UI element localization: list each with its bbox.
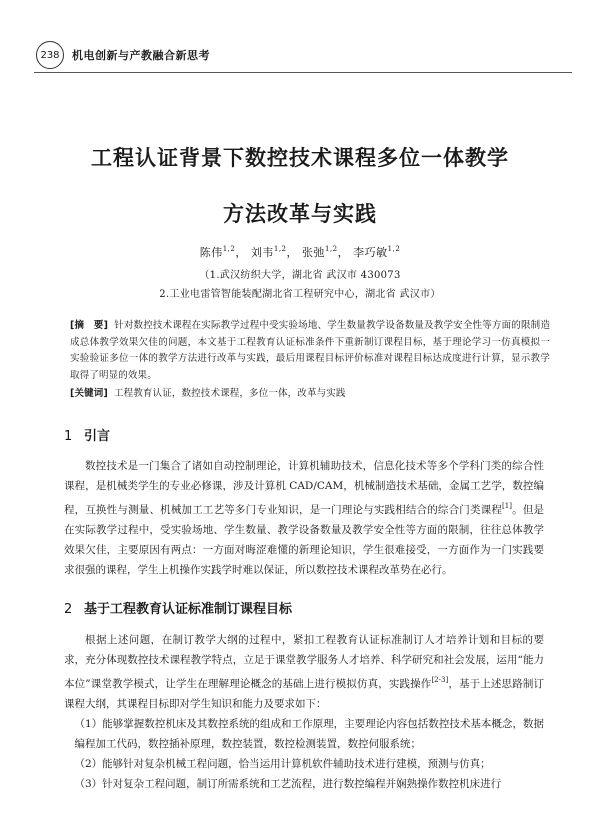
author-separator: ， bbox=[337, 246, 350, 259]
abstract-text: 针对数控技术课程在实际教学过程中受实验场地、学生数量教学设备数量及教学安全性等方面的限制造成总体教学效果欠佳的问题，本文基于工程教育认证标准条件下重新制订课程目标，基于理论学习一仿真模拟一实验验证多位一体的教学方法进行改革与实践，最后用课程目标评价标准对课程目标达成度进行计算，显示教学取得了明显的效果。 bbox=[70, 320, 550, 381]
affiliation-1: （1.武汉纺织大学，湖北省 武汉市 430073 bbox=[199, 270, 401, 281]
author-affiliation-mark: 1,2 bbox=[222, 245, 236, 253]
section-number: 1 bbox=[64, 429, 73, 444]
author-name: 李巧敏 bbox=[353, 246, 388, 259]
keywords-line bbox=[70, 386, 550, 403]
author-affiliation-mark: 1,2 bbox=[273, 245, 287, 253]
author-separator: ， bbox=[235, 246, 247, 259]
section-title: 基于工程教育认证标准制订课程目标 bbox=[84, 602, 293, 617]
abstract-block bbox=[70, 318, 550, 403]
page-number: 238 bbox=[36, 41, 64, 69]
author-name: 陈伟 bbox=[199, 246, 223, 259]
paper-title-line-2: 方法改革与实践 bbox=[223, 202, 377, 226]
objective-item: （2）能够针对复杂机械工程问题，恰当运用计算机软件辅助技术进行建模，预测与仿真； bbox=[74, 758, 491, 770]
paragraph-text: ，基于上述思路制订课程大纲，其课程目标即对学生知识和能力及要求如下： bbox=[64, 678, 544, 710]
running-title: 机电创新与产教融合新思考 bbox=[72, 49, 210, 62]
citation-mark: [2-3] bbox=[431, 676, 449, 684]
section-title: 引言 bbox=[84, 429, 111, 444]
author-list bbox=[0, 244, 600, 260]
author-name: 刘韦 bbox=[250, 246, 274, 259]
keywords-label: [关键词] bbox=[70, 388, 108, 399]
header-divider bbox=[34, 72, 572, 73]
paragraph-text: 数控技术是一门集合了诸如自动控制理论，计算机辅助技术，信息化技术等多个学科门类的综合性课程，是机械类学生的专业必修课，涉及计算机 CAD/CAM，机械制造技术基础，金属工艺学，数控编程，互换性与测量、机械加工工艺等多门专业知识，是一门理论与实践相结合的综合门类课程 bbox=[64, 460, 544, 516]
section-heading-2 bbox=[64, 598, 292, 617]
abstract-label: [摘 要] bbox=[70, 320, 109, 331]
section-2-paragraph bbox=[64, 630, 544, 714]
objective-item: （1）能够掌握数控机床及其数控系统的组成和工作原理，主要理论内容包括数控技术基本概念，数据编程加工代码，数控插补原理，数控装置，数控检测装置，数控伺服系统； bbox=[74, 718, 544, 750]
section-1-body bbox=[64, 456, 544, 580]
paragraph-text: 。但是在实际教学过程中，受实验场地、学生数量、教学设备数量及教学安全性等方面的限制，往往总体教学效果欠佳，主要原因有两点：一方面对晦涩难懂的新理论知识，学生很难接受，一方面作为一门实践要求很强的课程，学生上机操作实践学时难以保证，所以数控技术课程改革势在必行。 bbox=[64, 504, 545, 576]
page-header bbox=[36, 42, 210, 68]
affiliation-2: 2.工业电雷管智能装配湖北省工程研究中心，湖北省 武汉市） bbox=[159, 289, 441, 300]
keywords-text: 工程教育认证，数控技术课程，多位一体，改革与实践 bbox=[113, 388, 346, 399]
abstract-paragraph bbox=[70, 318, 550, 384]
author-separator: ， bbox=[286, 246, 298, 259]
section-heading-1 bbox=[64, 425, 110, 444]
author-name: 张弛 bbox=[302, 246, 325, 259]
author-affiliation-mark: 1,2 bbox=[387, 245, 401, 253]
author-affiliation-mark: 1,2 bbox=[325, 245, 338, 253]
section-number: 2 bbox=[64, 602, 73, 617]
section-2-body bbox=[64, 630, 544, 794]
paper-title-line-1: 工程认证背景下数控技术课程多位一体教学 bbox=[91, 146, 509, 170]
objective-item: （3）针对复杂工程问题，制订所需系统和工艺流程，进行数控编程并娴熟操作数控机床进行 bbox=[74, 778, 502, 790]
citation-mark: [1] bbox=[502, 502, 512, 510]
section-1-paragraph bbox=[64, 456, 544, 580]
paragraph-text: 根据上述问题，在制订教学大纲的过程中，紧扣工程教育认证标准制订人才培养计划和目标的要求，充分体现数控技术课程教学特点，立足于课堂教学服务人才培养、科学研究和社会发展，运用“能力本位”课堂教学模式，让学生在理解理论概念的基础上进行模拟仿真，实践操作 bbox=[64, 634, 544, 690]
